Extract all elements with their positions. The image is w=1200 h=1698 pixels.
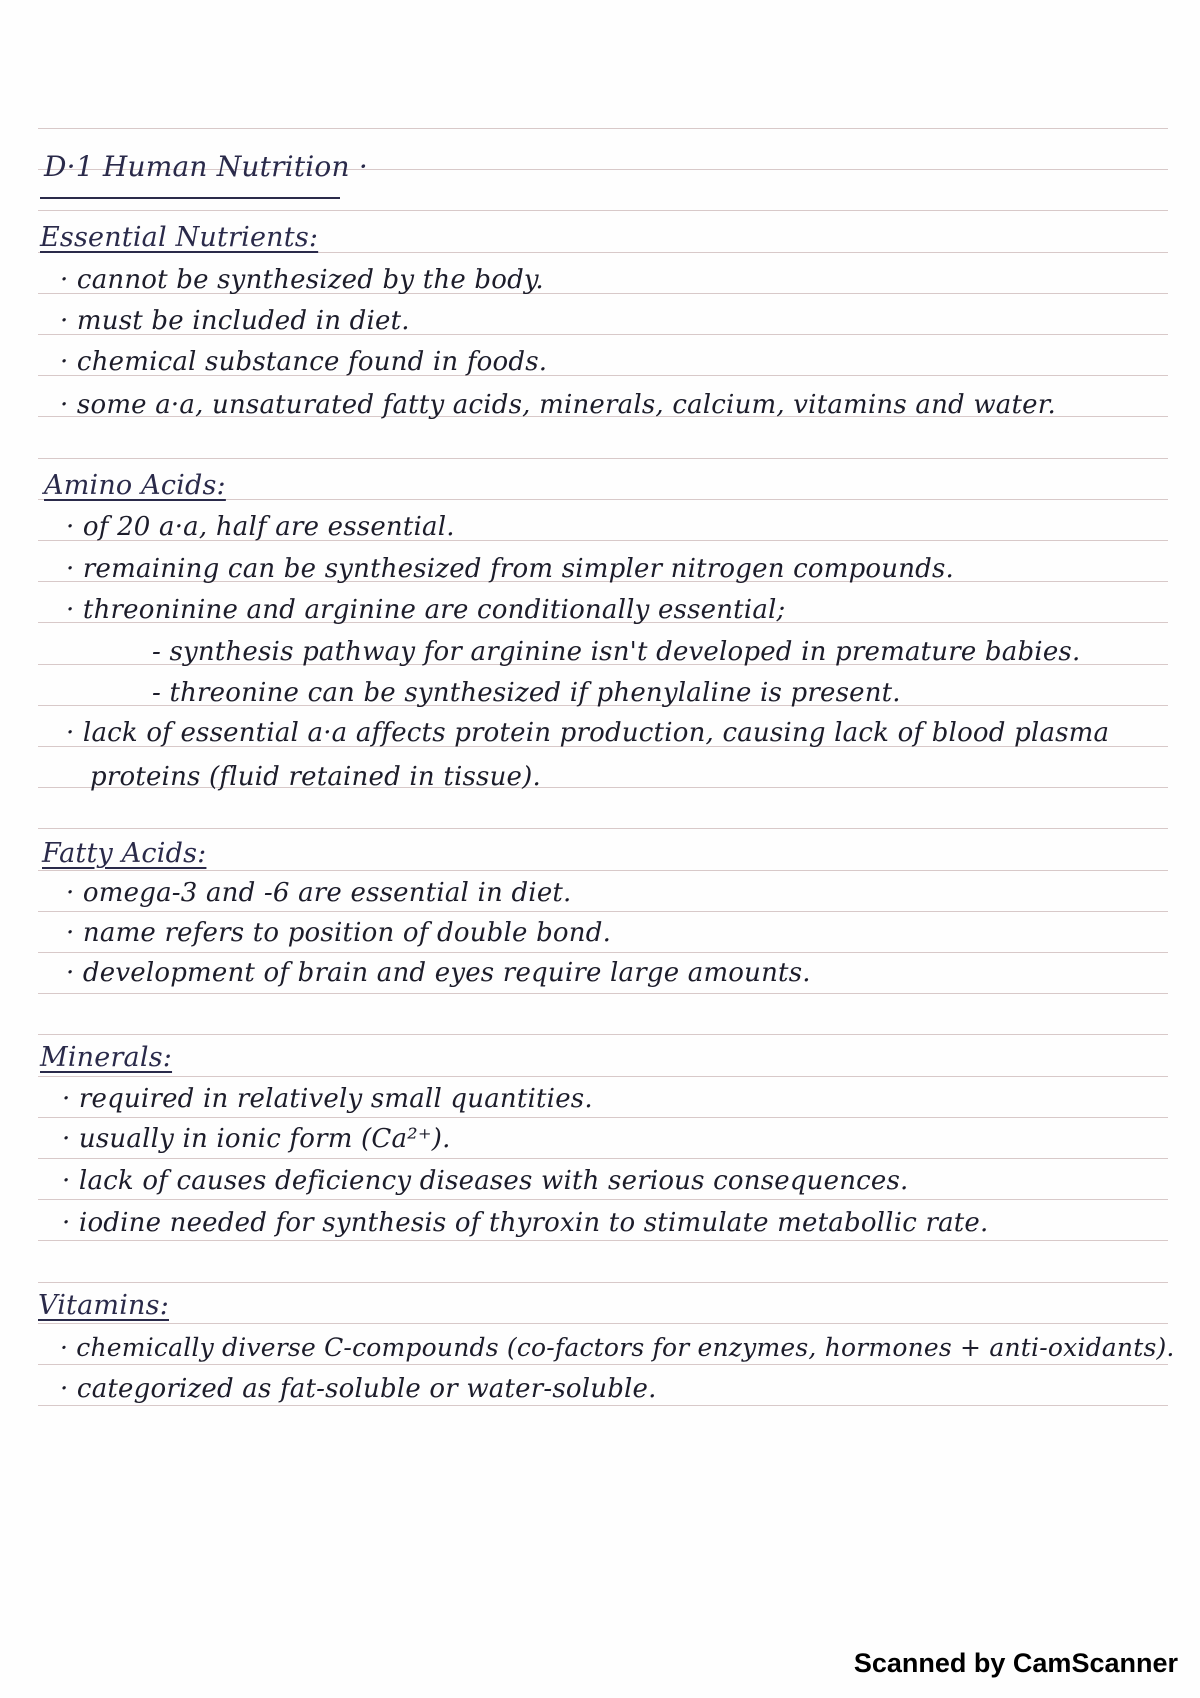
note-line-continued: proteins (fluid retained in tissue). (90, 762, 541, 792)
note-line: · development of brain and eyes require large amounts. (66, 958, 811, 988)
note-line: · some a·a, unsaturated fatty acids, minerals, calcium, vitamins and water. (60, 390, 1056, 420)
note-line: · chemically diverse C-compounds (co-factors for enzymes, hormones + anti-oxidants). (60, 1333, 1175, 1362)
section-heading-essential-nutrients: Essential Nutrients: (40, 222, 319, 253)
section-heading-fatty-acids: Fatty Acids: (42, 838, 207, 869)
ruled-line (38, 952, 1168, 953)
ruled-line (38, 1405, 1168, 1406)
note-line: · lack of causes deficiency diseases with serious consequences. (62, 1166, 909, 1196)
ruled-line (38, 1364, 1168, 1365)
camscanner-watermark: Scanned by CamScanner (853, 1648, 1178, 1678)
page-title: D·1 Human Nutrition · (44, 150, 368, 183)
ruled-line (38, 210, 1168, 211)
note-subline: - threonine can be synthesized if phenylaline is present. (152, 678, 901, 708)
ruled-line (38, 1076, 1168, 1077)
ruled-line (38, 1323, 1168, 1324)
ruled-line (38, 1199, 1168, 1200)
ruled-line (38, 128, 1168, 129)
ruled-line (38, 1158, 1168, 1159)
ruled-line (38, 1034, 1168, 1035)
section-heading-minerals: Minerals: (40, 1042, 173, 1073)
ruled-line (38, 458, 1168, 459)
note-subline: - synthesis pathway for arginine isn't developed in premature babies. (152, 637, 1081, 667)
note-line: · required in relatively small quantities. (62, 1084, 593, 1114)
note-line: · iodine needed for synthesis of thyroxin to stimulate metabollic rate. (62, 1208, 989, 1238)
note-line: · threoninine and arginine are conditionally essential; (66, 595, 786, 625)
ruled-line (38, 870, 1168, 871)
note-line: · remaining can be synthesized from simpler nitrogen compounds. (66, 554, 955, 584)
note-line: · cannot be synthesized by the body. (60, 265, 544, 295)
section-heading-amino-acids: Amino Acids: (44, 470, 226, 501)
note-line: · must be included in diet. (60, 306, 410, 336)
title-underline (40, 197, 340, 199)
ruled-line (38, 1240, 1168, 1241)
note-line: · omega-3 and -6 are essential in diet. (66, 878, 572, 908)
section-heading-vitamins: Vitamins: (38, 1290, 169, 1321)
note-line: · lack of essential a·a affects protein production, causing lack of blood plasma (66, 718, 1110, 748)
ruled-line (38, 828, 1168, 829)
ruled-line (38, 911, 1168, 912)
note-line: · categorized as fat-soluble or water-soluble. (60, 1374, 657, 1404)
ruled-line (38, 993, 1168, 994)
note-line: · of 20 a·a, half are essential. (66, 512, 455, 542)
note-line: · name refers to position of double bond. (66, 918, 612, 948)
ruled-line (38, 1282, 1168, 1283)
ruled-line (38, 1117, 1168, 1118)
note-line: · usually in ionic form (Ca²⁺). (62, 1124, 451, 1154)
note-line: · chemical substance found in foods. (60, 347, 548, 377)
